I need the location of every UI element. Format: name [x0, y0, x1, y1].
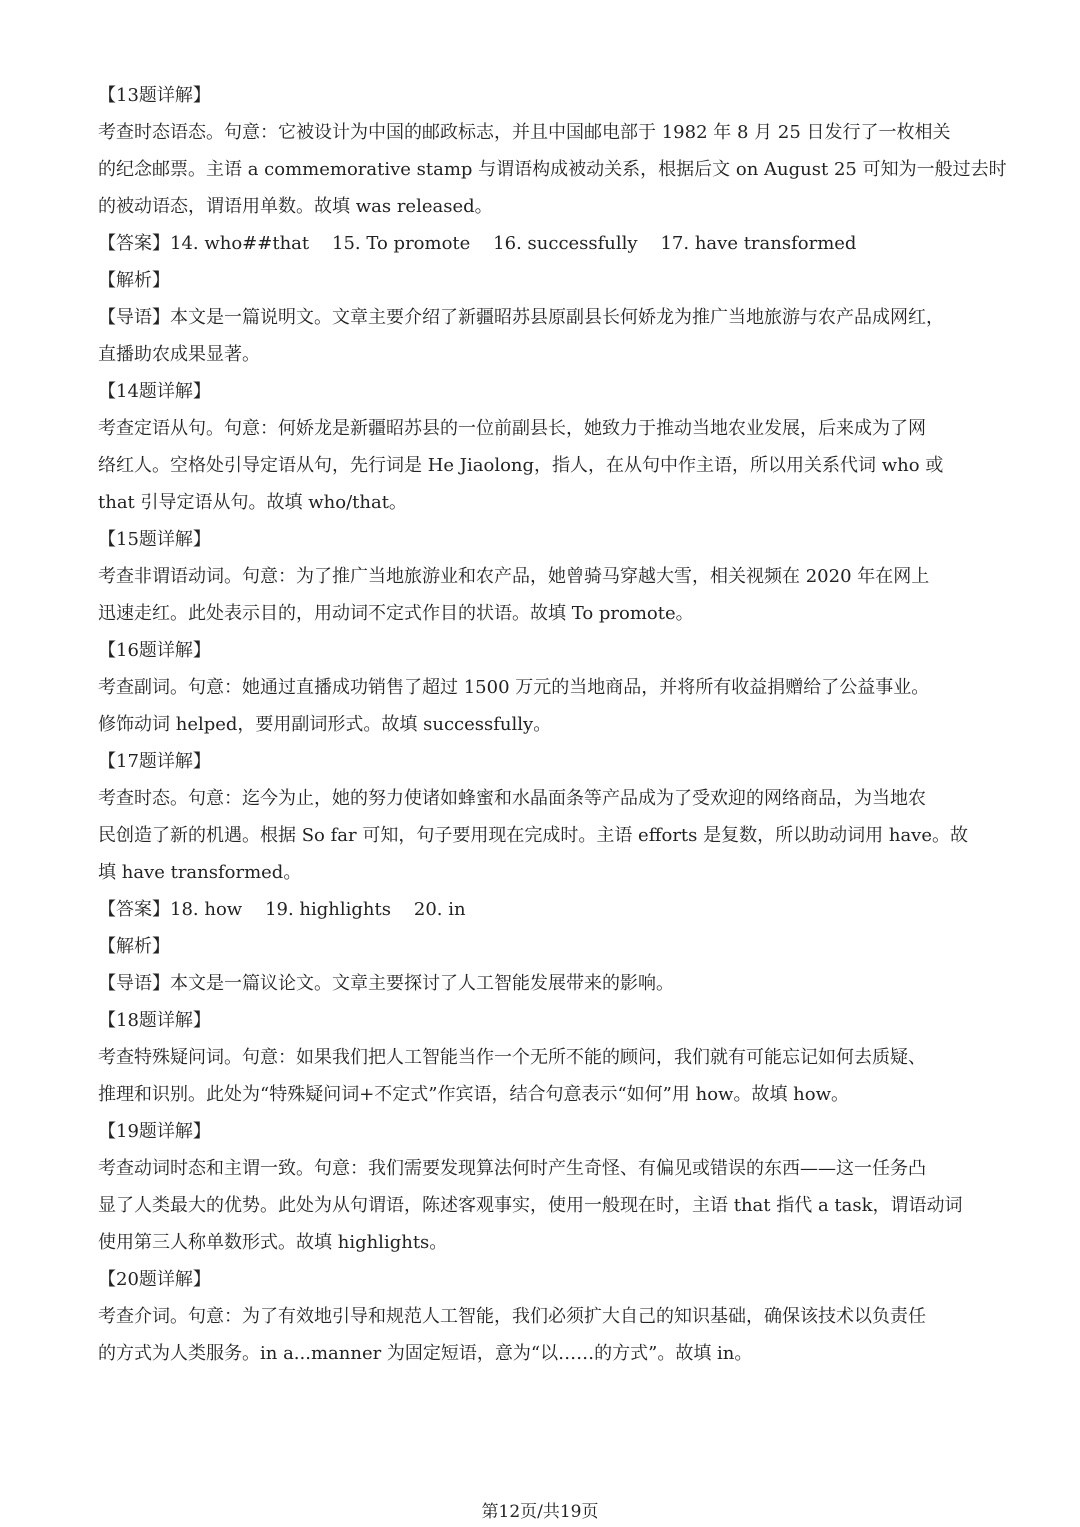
paragraph-line: 推理和识别。此处为“特殊疑问词+不定式”作宾语，结合句意表示“如何”用 how。故填 how。	[98, 1084, 850, 1105]
paragraph-line: 考查定语从句。句意：何娇龙是新疆昭苏县的一位前副县长，她致力于推动当地农业发展，后来成为了网	[98, 418, 926, 439]
intro-line: 直播助农成果显著。	[98, 344, 260, 365]
page-number-footer: 第12页/共19页	[481, 1502, 599, 1522]
section-heading-q17: 【17题详解】	[98, 751, 211, 772]
document-body	[98, 77, 1007, 1372]
paragraph-line: 考查动词时态和主谓一致。句意：我们需要发现算法何时产生奇怪、有偏见或错误的东西——这一任务凸	[98, 1158, 926, 1179]
paragraph-line: 使用第三人称单数形式。故填 highlights。	[98, 1232, 448, 1253]
paragraph-line: 考查时态。句意：迄今为止，她的努力使诸如蜂蜜和水晶面条等产品成为了受欢迎的网络商品，为当地农	[98, 788, 926, 809]
section-heading-q14: 【14题详解】	[98, 381, 211, 402]
paragraph-line: 显了人类最大的优势。此处为从句谓语，陈述客观事实，使用一般现在时，主语 that 指代 a task，谓语动词	[98, 1195, 963, 1216]
analysis-heading: 【解析】	[98, 936, 170, 957]
section-heading-q19: 【19题详解】	[98, 1121, 211, 1142]
analysis-heading: 【解析】	[98, 270, 170, 291]
answer-line-18-20: 【答案】18. how 19. highlights 20. in	[98, 899, 466, 920]
paragraph-line: 迅速走红。此处表示目的，用动词不定式作目的状语。故填 To promote。	[98, 603, 694, 624]
paragraph-line: 填 have transformed。	[98, 862, 302, 883]
section-heading-q20: 【20题详解】	[98, 1269, 211, 1290]
answer-line-14-17: 【答案】14. who##that 15. To promote 16. successfully 17. have transformed	[98, 233, 857, 254]
paragraph-line: 民创造了新的机遇。根据 So far 可知，句子要用现在完成时。主语 efforts 是复数，所以助动词用 have。故	[98, 825, 968, 846]
paragraph-line: 考查特殊疑问词。句意：如果我们把人工智能当作一个无所不能的顾问，我们就有可能忘记如何去质疑、	[98, 1047, 926, 1068]
paragraph-line: 修饰动词 helped，要用副词形式。故填 successfully。	[98, 714, 552, 735]
paragraph-line: 络红人。空格处引导定语从句，先行词是 He Jiaolong，指人，在从句中作主语，所以用关系代词 who 或	[98, 455, 944, 476]
section-heading-q13: 【13题详解】	[98, 85, 211, 106]
section-heading-q15: 【15题详解】	[98, 529, 211, 550]
paragraph-line: 的被动语态，谓语用单数。故填 was released。	[98, 196, 493, 217]
paragraph-line: that 引导定语从句。故填 who/that。	[98, 492, 407, 513]
paragraph-line: 考查介词。句意：为了有效地引导和规范人工智能，我们必须扩大自己的知识基础，确保该技术以负责任	[98, 1306, 926, 1327]
paragraph-line: 的纪念邮票。主语 a commemorative stamp 与谓语构成被动关系，根据后文 on August 25 可知为一般过去时	[98, 159, 1007, 180]
intro-line: 【导语】本文是一篇议论文。文章主要探讨了人工智能发展带来的影响。	[98, 973, 674, 994]
paragraph-line: 考查副词。句意：她通过直播成功销售了超过 1500 万元的当地商品，并将所有收益捐赠给了公益事业。	[98, 677, 930, 698]
paragraph-line: 考查时态语态。句意：它被设计为中国的邮政标志，并且中国邮电部于 1982 年 8 月 25 日发行了一枚相关	[98, 122, 951, 143]
intro-line: 【导语】本文是一篇说明文。文章主要介绍了新疆昭苏县原副县长何娇龙为推广当地旅游与农产品成网红，	[98, 307, 944, 328]
paragraph-line: 的方式为人类服务。in a...manner 为固定短语，意为“以……的方式”。故填 in。	[98, 1343, 753, 1364]
section-heading-q18: 【18题详解】	[98, 1010, 211, 1031]
section-heading-q16: 【16题详解】	[98, 640, 211, 661]
paragraph-line: 考查非谓语动词。句意：为了推广当地旅游业和农产品，她曾骑马穿越大雪，相关视频在 2020 年在网上	[98, 566, 930, 587]
